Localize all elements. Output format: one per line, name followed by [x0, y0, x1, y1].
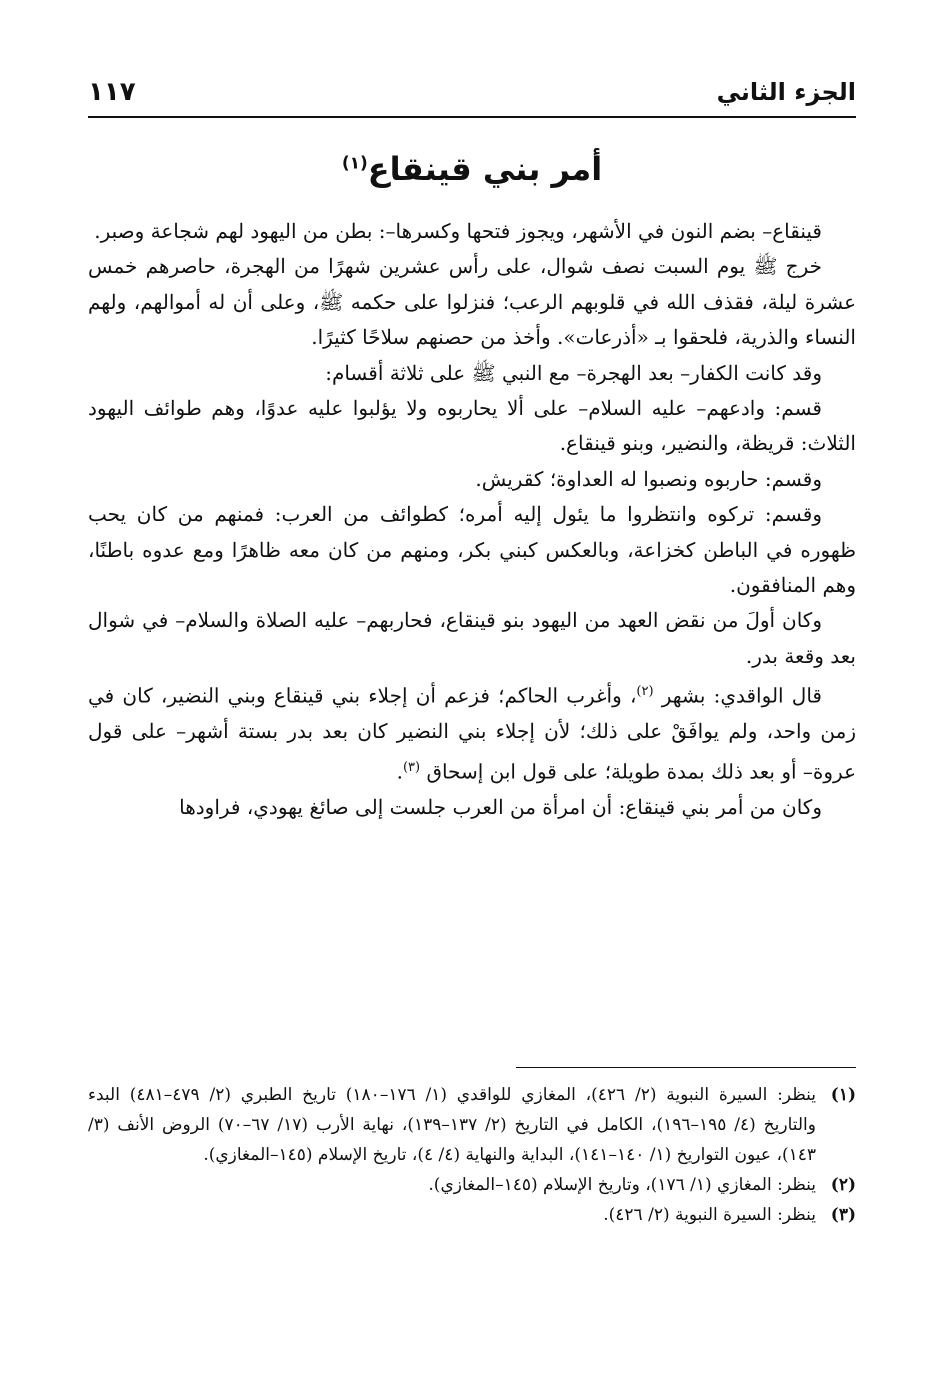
body-text — [88, 214, 856, 825]
paragraph: وقسم: حاربوه ونصبوا له العداوة؛ كقريش. — [475, 466, 822, 491]
footnote-rule — [516, 1067, 856, 1068]
footnote-text: ينظر: السيرة النبوية (٢/ ٤٢٦)، المغازي للواقدي (١/ ١٧٦–١٨٠) تاريخ الطبري (٢/ ٤٧٩–٤٨١) البدء والتاريخ (٤/ ١٩٥–١٩٦)، الكامل في التاريخ (٢/ ١٣٧–١٣٩)، نهاية الأرب (١٧/ ٦٧–٧٠) الروض الأنف (٣/ ١٤٣)، عيون التواريخ (١/ ١٤٠–١٤١)، البداية والنهاية (٤/ ٤)، تاريخ الإسلام (١٤٥–المغازي). — [88, 1085, 816, 1165]
footnote-text: ينظر: المغازي (١/ ١٧٦)، وتاريخ الإسلام (١٤٥–المغازي). — [428, 1175, 816, 1195]
footnote — [88, 1200, 856, 1230]
footnote-mark: (٣) — [830, 1205, 856, 1225]
footnote — [88, 1080, 856, 1170]
book-page — [88, 0, 856, 1376]
paragraph: وقسم: تركوه وانتظروا ما يئول إليه أمره؛ كطوائف من العرب: فمنهم من كان يحب ظهوره في الباطن كخزاعة، وبالعكس كبني بكر، ومنهم من كان معه ظاهرًا ومع عدوه باطنًا، وهم المنافقون. — [88, 502, 856, 598]
footnote-mark: (٢) — [830, 1175, 856, 1195]
paragraph — [88, 674, 856, 790]
header-rule — [88, 116, 856, 118]
paragraph: قسم: وادعهم– عليه السلام– على ألا يحاربوه ولا يؤلبوا عليه عدوًا، وهم طوائف اليهود الثلاث: قريظة، والنضير، وبنو قينقاع. — [88, 396, 856, 456]
chapter-title-text: أمر بني قينقاع — [367, 150, 603, 188]
paragraph-text: . — [396, 759, 403, 784]
running-header — [88, 70, 856, 114]
paragraph-text: ، وأغرب الحاكم؛ فزعم أن إجلاء بني قينقاع وبني النضير، كان في زمن واحد، ولم يوافَقْ على ذلك؛ لأن إجلاء بني النضير كان بعد بدر بستة أشهر– على قول عروة– أو بعد ذلك بمدة طويلة؛ على قول ابن إسحاق — [88, 683, 856, 784]
paragraph: خرج ﷺ يوم السبت نصف شوال، على رأس عشرين شهرًا من الهجرة، حاصرهم خمس عشرة ليلة، فقذف الله في قلوبهم الرعب؛ فنزلوا على حكمه ﷺ، وعلى أن له أموالهم، ولهم النساء والذرية، فلحقوا بـ «أذرعات». وأخذ من حصنهم سلاحًا كثيرًا. — [88, 254, 856, 350]
chapter-title — [88, 150, 856, 188]
footnote-ref: (١) — [341, 153, 368, 174]
paragraph: وكان من أمر بني قينقاع: أن امرأة من العرب جلست إلى صائغ يهودي، فراودها — [179, 794, 822, 819]
footnote — [88, 1170, 856, 1200]
paragraph: وكان أولَ من نقض العهد من اليهود بنو قينقاع، فحاربهم– عليه الصلاة والسلام– في شوال بعد وقعة بدر. — [88, 608, 856, 668]
footnote-ref: (٣) — [402, 759, 421, 775]
running-title: الجزء الثاني — [716, 78, 856, 106]
footnote-ref: (٢) — [636, 684, 654, 700]
page-number: ١١٧ — [88, 77, 136, 107]
paragraph-text: قال الواقدي: بشهر — [661, 683, 822, 708]
paragraph: وقد كانت الكفار– بعد الهجرة– مع النبي ﷺ على ثلاثة أقسام: — [325, 360, 822, 385]
footnote-mark: (١) — [830, 1085, 856, 1105]
footnote-text: ينظر: السيرة النبوية (٢/ ٤٢٦). — [603, 1205, 816, 1225]
paragraph: قينقاع– بضم النون في الأشهر، ويجوز فتحها وكسرها–: بطن من اليهود لهم شجاعة وصبر. — [94, 219, 822, 243]
footnotes — [88, 1080, 856, 1230]
